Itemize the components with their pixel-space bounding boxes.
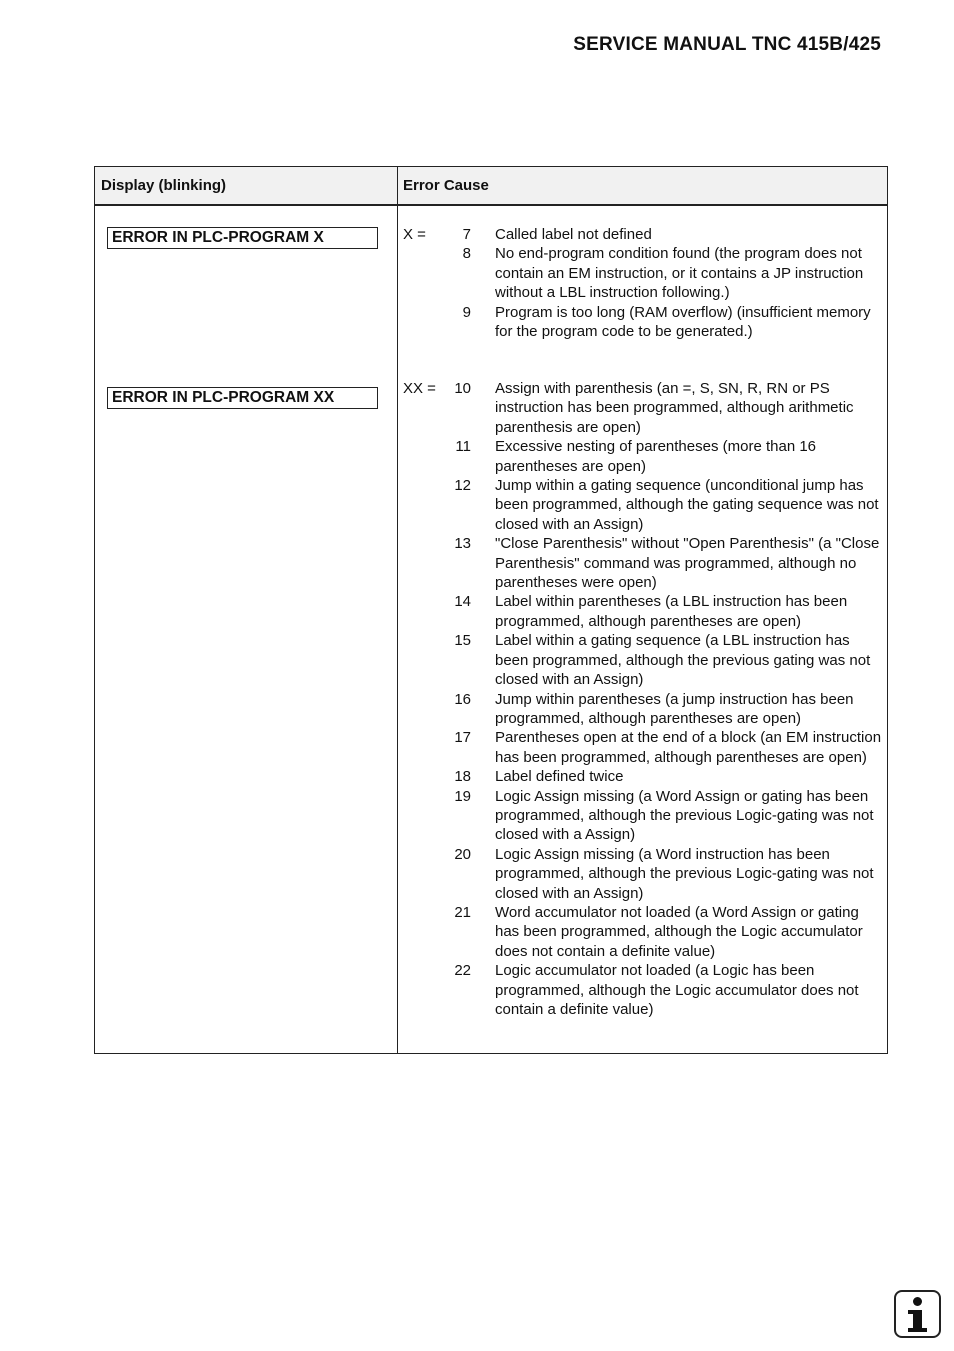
error-description: Jump within parentheses (a jump instruction has been programmed, although parentheses are open) [495, 690, 854, 727]
error-entry [403, 534, 887, 592]
error-entry [403, 244, 887, 302]
error-code: 7 [462, 226, 471, 243]
display-message-x: ERROR IN PLC-PROGRAM X [107, 227, 378, 249]
error-code: 21 [454, 903, 471, 921]
error-code: 18 [454, 768, 471, 786]
error-entry [403, 787, 887, 845]
error-code: 22 [454, 962, 471, 980]
error-description: Excessive nesting of parentheses (more than 16 parentheses are open) [495, 438, 817, 475]
error-code: 11 [455, 438, 471, 456]
info-icon [894, 1290, 941, 1338]
error-description: Logic Assign missing (a Word Assign or gating has been programmed, although the previous Logic-gating was not closed with a Assign) [495, 787, 874, 844]
error-description: Program is too long (RAM overflow) (insufficient memory for the program code to be generated.) [495, 303, 871, 341]
error-table [94, 166, 888, 1054]
error-entry [403, 437, 887, 476]
column-header-error-cause: Error Cause [403, 177, 489, 194]
error-entry [403, 845, 887, 903]
error-code: 12 [454, 477, 471, 495]
display-message-xx: ERROR IN PLC-PROGRAM XX [107, 387, 378, 409]
variable-label: X = [403, 226, 426, 243]
error-entry [403, 767, 887, 786]
error-description: Assign with parenthesis (an =, S, SN, R, RN or PS instruction has been programmed, although arithmetic parenthesis are open) [495, 380, 854, 436]
error-code: 10 [454, 380, 471, 397]
error-code: 16 [454, 690, 471, 708]
error-group-xx [403, 379, 887, 1019]
error-code: 15 [454, 632, 471, 650]
error-code: 14 [454, 593, 471, 611]
error-entry [403, 225, 887, 244]
error-code: 9 [462, 303, 471, 321]
variable-label: XX = [403, 380, 436, 397]
error-entry [403, 592, 887, 631]
error-description: Word accumulator not loaded (a Word Assign or gating has been programmed, although the Logic accumulator does not contain a definite value) [495, 903, 863, 960]
error-description: Logic Assign missing (a Word instruction has been programmed, although the previous Logic-gating was not closed with an Assign) [495, 845, 874, 902]
error-description: Parentheses open at the end of a block (an EM instruction has been programmed, although parentheses are open) [495, 729, 882, 766]
page-title: SERVICE MANUAL TNC 415B/425 [573, 34, 881, 55]
error-description: Label within parentheses (a LBL instruction has been programmed, although parentheses are open) [495, 593, 848, 630]
column-divider [397, 167, 398, 1053]
error-entry [403, 903, 887, 961]
error-description: No end-program condition found (the program does not contain an EM instruction, or it contains a JP instruction without a LBL instruction following.) [495, 245, 864, 302]
error-code: 20 [454, 845, 471, 863]
error-description: Jump within a gating sequence (unconditional jump has been programmed, although the gating sequence was not closed with an Assign) [495, 477, 879, 533]
column-header-display: Display (blinking) [101, 177, 227, 194]
error-code: 17 [454, 729, 471, 747]
error-description: Label within a gating sequence (a LBL instruction has been programmed, although the previous gating was not closed with an Assign) [495, 632, 871, 689]
error-code: 13 [454, 535, 471, 553]
error-entry [403, 476, 887, 534]
error-description: Logic accumulator not loaded (a Logic has been programmed, although the Logic accumulator does not contain a definite value) [495, 962, 859, 1018]
error-entry [403, 728, 887, 767]
error-group-x [403, 225, 887, 341]
error-entry [403, 961, 887, 1019]
error-entry [403, 631, 887, 689]
error-entry [403, 379, 887, 437]
error-description: Called label not defined [495, 226, 652, 243]
table-header [95, 167, 887, 206]
error-code: 19 [454, 787, 471, 805]
error-code: 8 [462, 245, 471, 263]
error-description: Label defined twice [495, 768, 624, 786]
error-description: "Close Parenthesis" without "Open Parenthesis" (a "Close Parenthesis" command was programmed, although no parentheses were open) [495, 535, 880, 592]
error-entry [403, 303, 887, 342]
error-entry [403, 690, 887, 729]
